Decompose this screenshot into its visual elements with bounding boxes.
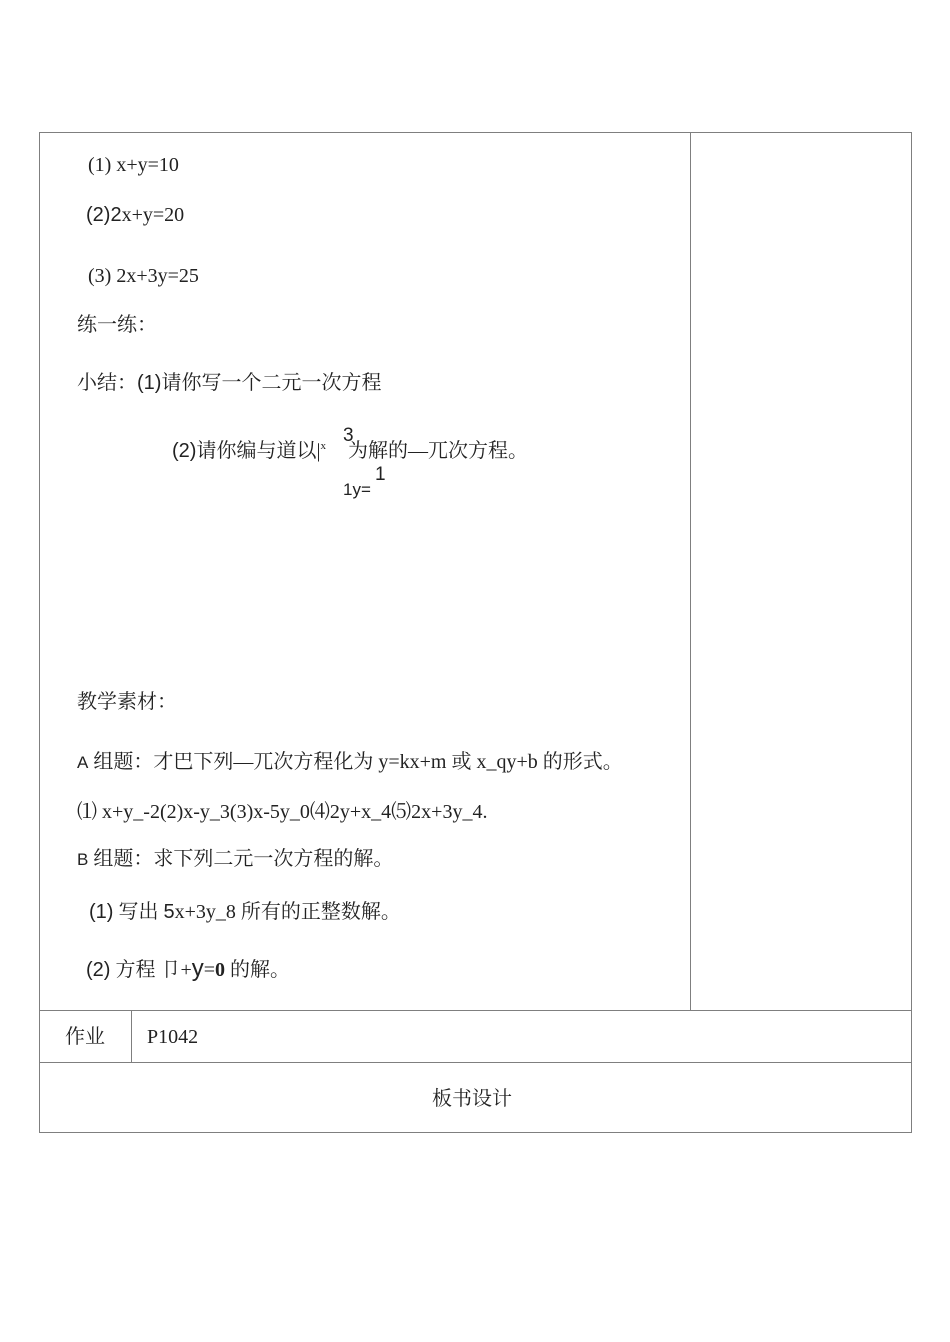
homework-label: 作业 [65, 1026, 105, 1048]
group-b-item1: (1) 写出 5x+3y_8 所有的正整数解。 [89, 901, 401, 923]
homework-cell-divider [131, 1010, 132, 1062]
summary-sup-3: 3 [343, 425, 354, 446]
column-divider [690, 133, 691, 1010]
group-a-equations: ⑴ x+y_-2(2)x-y_3(3)x-5y_0⑷2y+x_4⑸2x+3y_4. [77, 801, 488, 823]
exercise-eq1: (1) x+y=10 [88, 154, 179, 176]
row-divider-homework [40, 1010, 911, 1011]
summary-item1: 小结：(1)请你写一个二元一次方程 [77, 372, 382, 394]
summary-item2-line2: 1y= [343, 480, 371, 499]
practice-label: 练一练： [77, 314, 157, 336]
row-divider-board [40, 1062, 911, 1063]
exercise-eq3: (3) 2x+3y=25 [88, 265, 199, 287]
exercise-eq2: (2)2x+y=20 [86, 204, 185, 226]
board-design-title: 板书设计 [432, 1088, 512, 1110]
homework-value: P1042 [147, 1026, 199, 1048]
group-a-title: A 组题：才巴下列—兀次方程化为 y=kx+m 或 x_qy+b 的形式。 [77, 751, 623, 773]
summary-item2: (2)请你编与道以$|^x$ 为解的—兀次方程。 [172, 440, 528, 462]
summary-sup-1: 1 [375, 464, 386, 485]
group-b-title: B 组题：求下列二元一次方程的解。 [77, 848, 394, 870]
materials-label: 教学素材： [77, 691, 177, 713]
group-b-item2: (2) 方程 卩+y=0 的解。 [86, 955, 291, 982]
